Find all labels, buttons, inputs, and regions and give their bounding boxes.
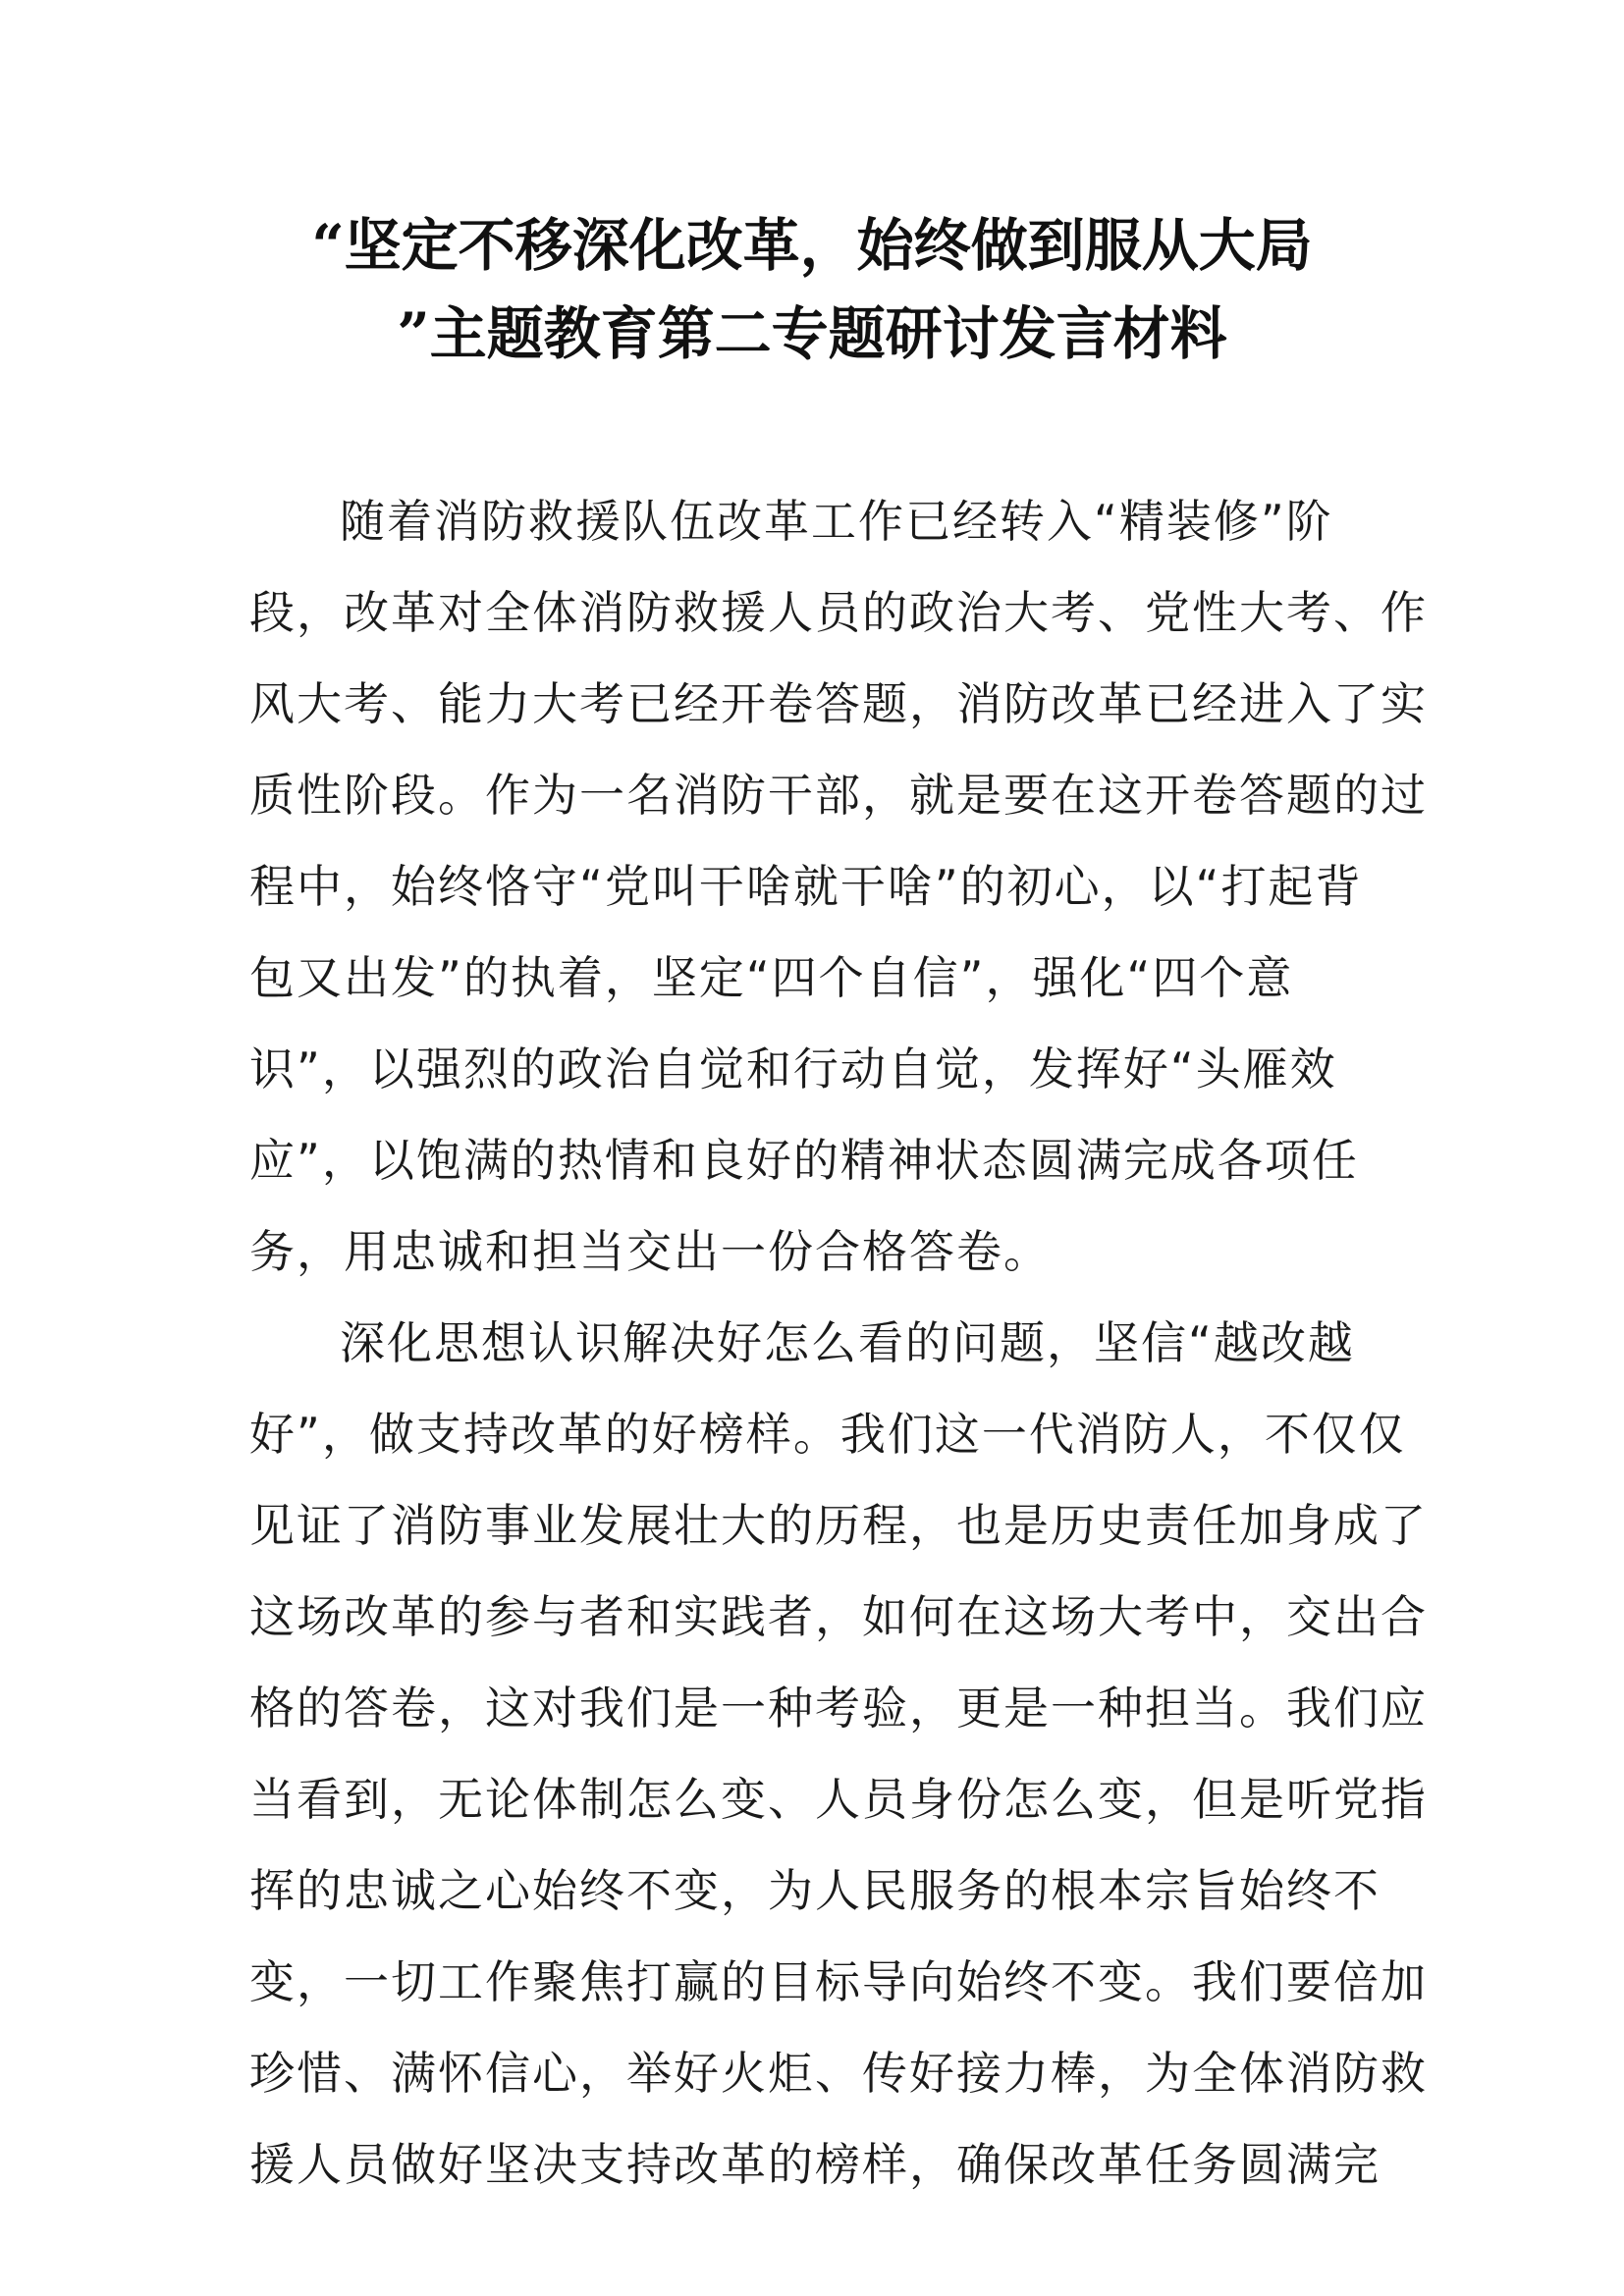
text-line: 珍惜、满怀信心，举好火炬、传好接力棒，为全体消防救 xyxy=(249,2047,1428,2100)
document-title xyxy=(147,201,1477,378)
text-line: 务，用忠诚和担当交出一份合格答卷。 xyxy=(249,1225,1051,1278)
text-line: 变，一切工作聚焦打赢的目标导向始终不变。我们要倍加 xyxy=(249,1955,1428,2008)
text-line: 当看到，无论体制怎么变、人员身份怎么变，但是听党指 xyxy=(249,1773,1428,1826)
title-line-2: ”主题教育第二专题研讨发言材料 xyxy=(397,300,1227,367)
title-line-1: “坚定不移深化改革，始终做到服从大局 xyxy=(311,212,1313,279)
paragraph-1 xyxy=(249,476,1428,1298)
text-line: 格的答卷，这对我们是一种考验，更是一种担当。我们应 xyxy=(249,1682,1428,1735)
text-line: 包又出发”的执着，坚定“四个自信”，强化“四个意 xyxy=(249,951,1294,1004)
text-line: 深化思想认识解决好怎么看的问题，坚信“越改越 xyxy=(340,1316,1355,1369)
text-line: 程中，始终恪守“党叫干啥就干啥”的初心，以“打起背 xyxy=(249,860,1363,913)
text-line: 见证了消防事业发展壮大的历程，也是历史责任加身成了 xyxy=(249,1499,1428,1552)
text-line: 应”，以饱满的热情和良好的精神状态圆满完成各项任 xyxy=(249,1134,1359,1187)
text-line: 识”，以强烈的政治自觉和行动自觉，发挥好“头雁效 xyxy=(249,1042,1337,1095)
text-line: 质性阶段。作为一名消防干部，就是要在这开卷答题的过 xyxy=(249,769,1428,822)
paragraph-2 xyxy=(249,1298,1428,2211)
text-line: 随着消防救援队伍改革工作已经转入“精装修”阶 xyxy=(340,495,1333,548)
text-line: 风大考、能力大考已经开卷答题，消防改革已经进入了实 xyxy=(249,677,1428,730)
text-line: 段，改革对全体消防救援人员的政治大考、党性大考、作 xyxy=(249,586,1428,639)
text-line: 挥的忠诚之心始终不变，为人民服务的根本宗旨始终不 xyxy=(249,1864,1380,1917)
text-line: 这场改革的参与者和实践者，如何在这场大考中，交出合 xyxy=(249,1590,1428,1643)
document-body xyxy=(249,476,1428,2211)
text-line: 好”，做支持改革的好榜样。我们这一代消防人，不仅仅 xyxy=(249,1408,1406,1461)
text-line: 援人员做好坚决支持改革的榜样，确保改革任务圆满完 xyxy=(249,2138,1380,2191)
